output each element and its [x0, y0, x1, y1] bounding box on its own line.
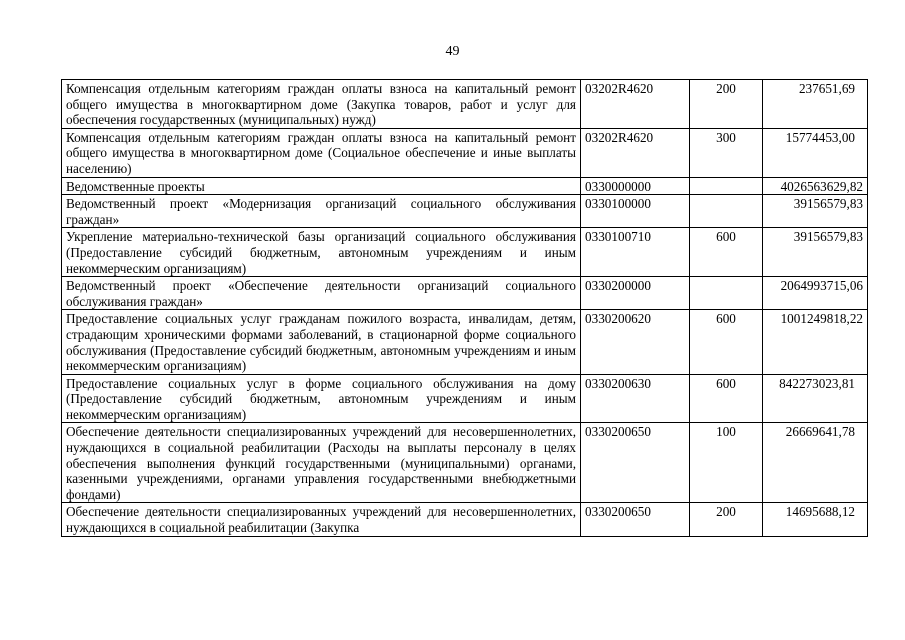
row-expense-type: 100: [690, 423, 763, 503]
row-amount: 4026563629,82: [763, 177, 868, 195]
table-row: [62, 177, 868, 195]
row-amount: 15774453,00: [763, 128, 868, 177]
row-expense-type: 600: [690, 374, 763, 423]
row-name: Компенсация отдельным категориям граждан оплаты взноса на капитальный ремонт общего имущества в многоквартирном доме (Закупка товаров, работ и услуг для обеспечения государственных (муниципальных) нужд): [62, 80, 581, 129]
table-row: [62, 503, 868, 536]
row-name: Ведомственный проект «Обеспечение деятельности организаций социального обслуживания граждан»: [62, 277, 581, 310]
row-code: 0330200000: [581, 277, 690, 310]
row-code: 03202R4620: [581, 128, 690, 177]
row-name: Укрепление материально-технической базы организаций социального обслуживания (Предоставление субсидий бюджетным, автономным учреждениям и иным некоммерческим организациям): [62, 228, 581, 277]
row-amount: 842273023,81: [763, 374, 868, 423]
row-name: Ведомственные проекты: [62, 177, 581, 195]
row-name: Компенсация отдельным категориям граждан оплаты взноса на капитальный ремонт общего имущества в многоквартирном доме (Социальное обеспечение и иные выплаты населению): [62, 128, 581, 177]
row-name: Предоставление социальных услуг в форме социального обслуживания на дому (Предоставление субсидий бюджетным, автономным учреждениям и иным некоммерческим организациям): [62, 374, 581, 423]
row-expense-type: 600: [690, 228, 763, 277]
row-code: 0330200650: [581, 503, 690, 536]
row-name: Обеспечение деятельности специализированных учреждений для несовершеннолетних, нуждающихся в социальной реабилитации (Закупка: [62, 503, 581, 536]
row-amount: 39156579,83: [763, 228, 868, 277]
row-expense-type: 200: [690, 503, 763, 536]
table-row: [62, 128, 868, 177]
budget-table: [61, 79, 868, 537]
row-code: 0330000000: [581, 177, 690, 195]
row-amount: 2064993715,06: [763, 277, 868, 310]
table-row: [62, 423, 868, 503]
row-name: Ведомственный проект «Модернизация организаций социального обслуживания граждан»: [62, 195, 581, 228]
row-code: 03202R4620: [581, 80, 690, 129]
row-amount: 26669641,78: [763, 423, 868, 503]
row-name: Обеспечение деятельности специализированных учреждений для несовершеннолетних, нуждающихся в социальной реабилитации (Расходы на выплаты персоналу в целях обеспечения выполнения функций государственными (муниципальными) органами, казенными учреждениями, органами управления государственными внебюджетными фондами): [62, 423, 581, 503]
row-expense-type: 300: [690, 128, 763, 177]
row-code: 0330200630: [581, 374, 690, 423]
table-row: [62, 310, 868, 374]
row-code: 0330100000: [581, 195, 690, 228]
row-expense-type: 200: [690, 80, 763, 129]
row-code: 0330200620: [581, 310, 690, 374]
table-row: [62, 277, 868, 310]
row-expense-type: [690, 195, 763, 228]
row-code: 0330200650: [581, 423, 690, 503]
table-row: [62, 195, 868, 228]
page-number: 49: [445, 44, 460, 59]
row-amount: 237651,69: [763, 80, 868, 129]
row-name: Предоставление социальных услуг гражданам пожилого возраста, инвалидам, детям, страдающим хроническими формами заболеваний, в стационарной форме социального обслуживания (Предоставление субсидий бюджетным, автономным учреждениям и иным некоммерческим организациям): [62, 310, 581, 374]
row-amount: 1001249818,22: [763, 310, 868, 374]
row-expense-type: 600: [690, 310, 763, 374]
table-row: [62, 228, 868, 277]
row-amount: 14695688,12: [763, 503, 868, 536]
row-code: 0330100710: [581, 228, 690, 277]
table-row: [62, 80, 868, 129]
row-expense-type: [690, 277, 763, 310]
row-amount: 39156579,83: [763, 195, 868, 228]
table-row: [62, 374, 868, 423]
row-expense-type: [690, 177, 763, 195]
